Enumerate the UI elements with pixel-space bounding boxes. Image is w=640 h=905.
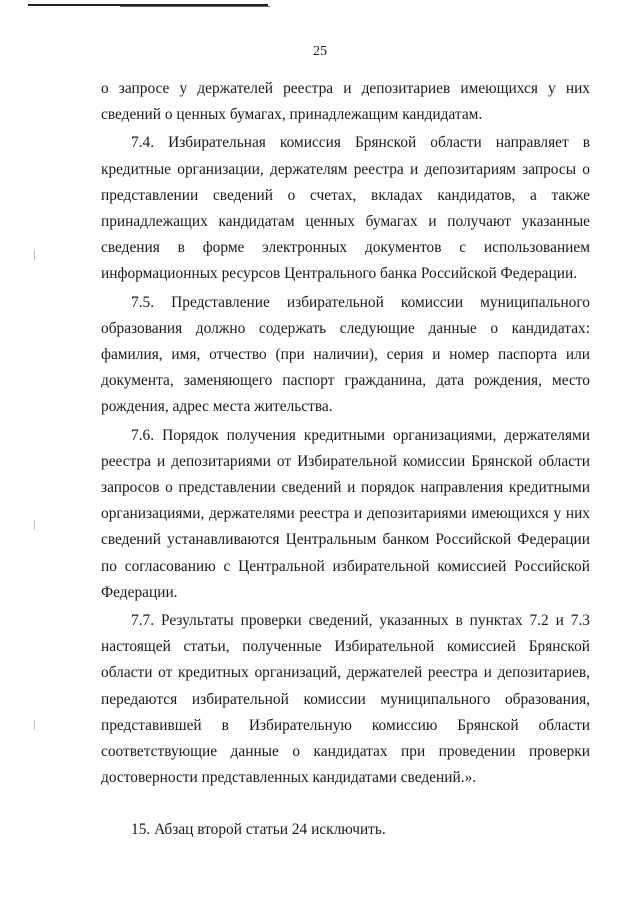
top-scan-rule-thin — [120, 6, 270, 7]
paragraph-7-4: 7.4. Избирательная комиссия Брянской области направляет в кредитные организации, держателям реестра и депозитариям запросы о представлении сведений о счетах, вкладах кандидатов, а также принадлежащих кандидатам ценных бумагах и получают указанные сведения в форме электронных документов с использованием информационных ресурсов Центрального банка Российской Федерации. — [101, 134, 590, 283]
paragraph-item-15: 15. Абзац второй статьи 24 исключить. — [131, 821, 386, 839]
paragraph-7-6: 7.6. Порядок получения кредитными организациями, держателями реестра и депозитариями от Избирательной комиссии Брянской области запросов о представлении сведений и порядок направления кредитными организациями, держателями реестра и депозитариями имеющихся у них сведений устанавливаются Центральным банком Российской Федерации по согласованию с Центральной избирательной комиссией Российской Федерации. — [101, 426, 590, 601]
margin-mark — [34, 520, 35, 530]
margin-mark — [34, 250, 35, 260]
document-body — [101, 76, 590, 844]
page-number: 25 — [313, 44, 327, 59]
paragraph-7-5: 7.5. Представление избирательной комиссии муниципального образования должно содержать следующие данные о кандидатах: фамилия, имя, отчество (при наличии), серия и номер паспорта или документа, заменяющего паспорт гражданина, дата рождения, место рождения, адрес места жительства. — [101, 293, 590, 416]
paragraph-continuation: о запросе у держателей реестра и депозитариев имеющихся у них сведений о ценных бумагах, принадлежащим кандидатам. — [101, 80, 590, 124]
margin-mark — [34, 720, 35, 730]
paragraph-7-7: 7.7. Результаты проверки сведений, указанных в пунктах 7.2 и 7.3 настоящей статьи, полученные Избирательной комиссией Брянской области от кредитных организаций, держателей реестра и депозитариев, передаются избирательной комиссии муниципального образования, представившей в Избирательную комиссию Брянской области соответствующие данные о кандидатах при проведении проверки достоверности представленных кандидатами сведений.». — [101, 612, 590, 787]
